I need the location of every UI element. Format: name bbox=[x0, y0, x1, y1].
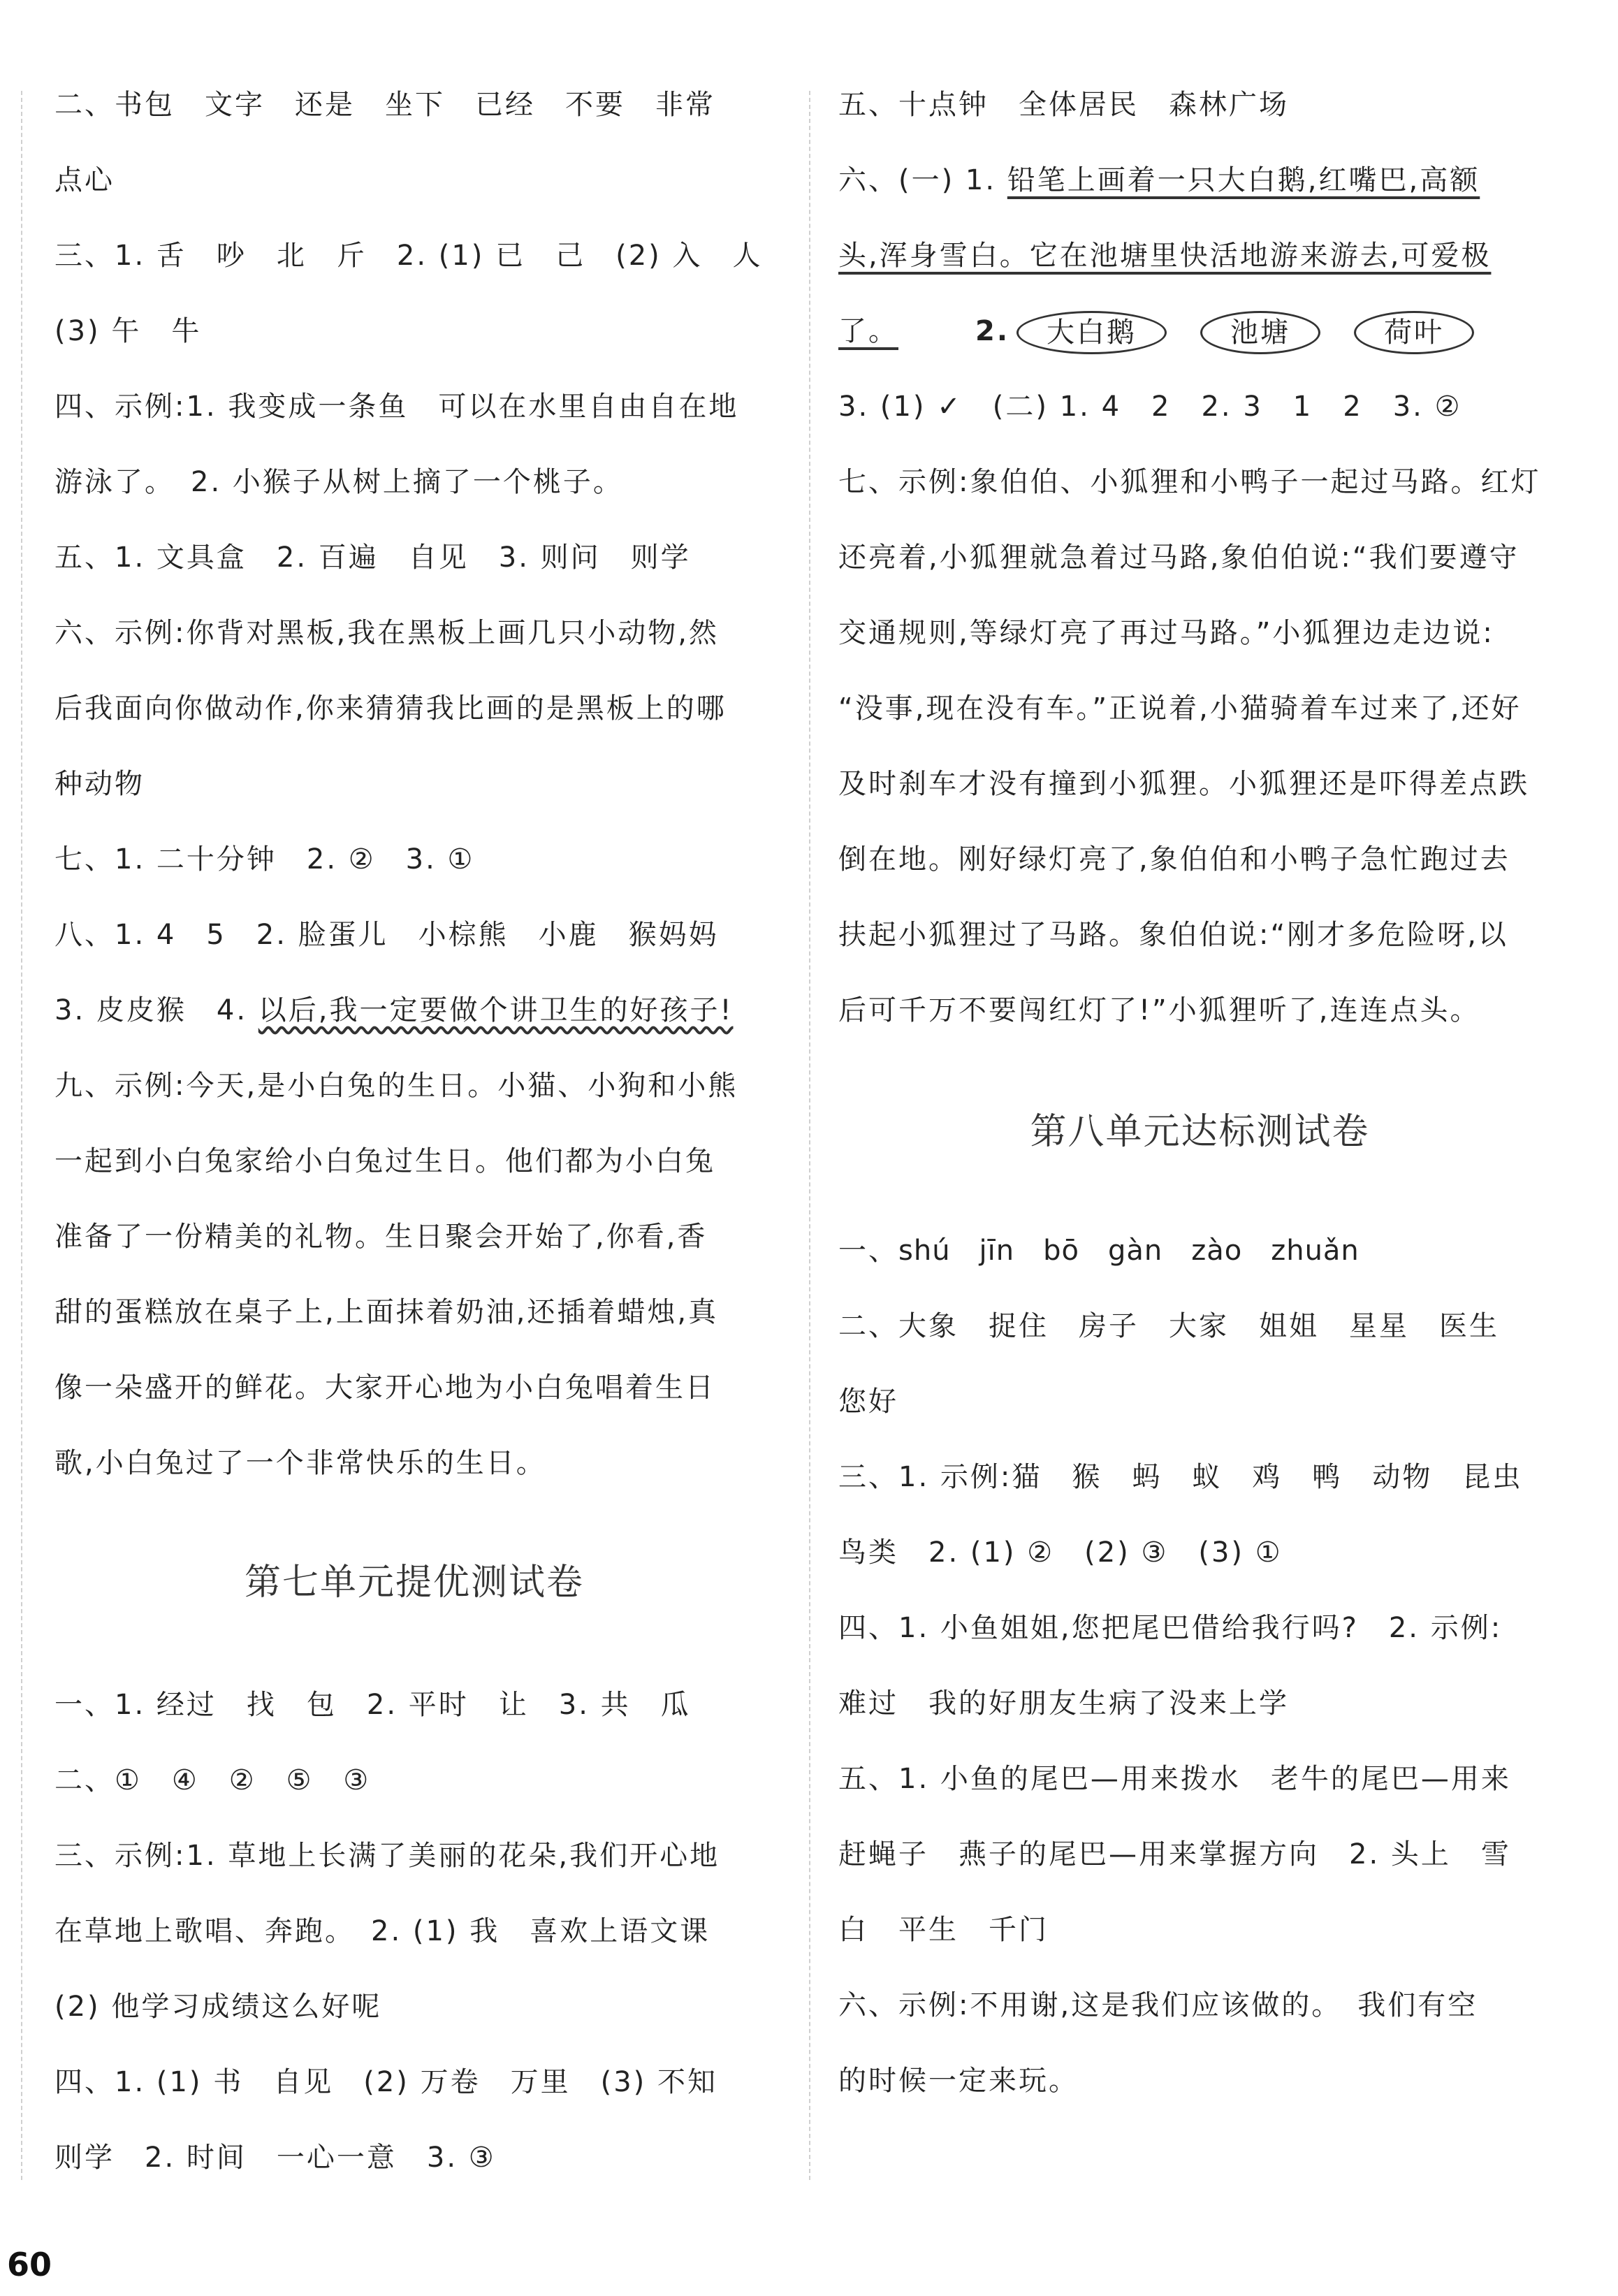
left-margin-rule bbox=[21, 91, 24, 2180]
answer-line bbox=[838, 159, 1480, 201]
answer-line: 三、1. 示例:猫 猴 蚂 蚁 鸡 鸭 动物 昆虫 bbox=[838, 1461, 1523, 1493]
oval-answer: 荷叶 bbox=[1354, 311, 1474, 354]
answer-line: 交通规则,等绿灯亮了再过马路。”小狐狸边走边说: bbox=[838, 617, 1494, 649]
oval-answer: 池塘 bbox=[1200, 311, 1320, 354]
answer-line: 五、1. 文具盒 2. 百遍 自见 3. 则问 则学 bbox=[54, 542, 691, 574]
answer-line: 八、1. 4 5 2. 脸蛋儿 小棕熊 小鹿 猴妈妈 bbox=[54, 919, 719, 951]
answer-line: 倒在地。刚好绿灯亮了,象伯伯和小鸭子急忙跑过去 bbox=[838, 843, 1510, 875]
answer-line: 六、示例:你背对黑板,我在黑板上画几只小动物,然 bbox=[54, 617, 719, 649]
answer-line: 四、1. (1) 书 自见 (2) 万卷 万里 (3) 不知 bbox=[54, 2066, 718, 2098]
underlined-answer: 头,浑身雪白。它在池塘里快活地游来游去,可爱极 bbox=[838, 240, 1492, 272]
answer-line: 准备了一份精美的礼物。生日聚会开始了,你看,香 bbox=[54, 1221, 708, 1253]
answer-line: 还亮着,小狐狸就急着过马路,象伯伯说:“我们要遵守 bbox=[838, 542, 1519, 574]
answer-line: 四、1. 小鱼姐姐,您把尾巴借给我行吗? 2. 示例: bbox=[838, 1612, 1503, 1644]
answer-line: 后可千万不要闯红灯了!”小狐狸听了,连连点头。 bbox=[838, 994, 1480, 1026]
answer-line: 难过 我的好朋友生病了没来上学 bbox=[838, 1687, 1289, 1720]
answer-line: 五、1. 小鱼的尾巴—用来拨水 老牛的尾巴—用来 bbox=[838, 1763, 1511, 1795]
answer-line: 后我面向你做动作,你来猜猜我比画的是黑板上的哪 bbox=[54, 692, 727, 725]
answer-prefix: 六、(一) 1. bbox=[838, 164, 1007, 196]
answer-line: 种动物 bbox=[54, 768, 145, 800]
answer-line: 则学 2. 时间 一心一意 3. ③ bbox=[54, 2142, 496, 2174]
answer-line: 游泳了。 2. 小猴子从树上摘了一个桃子。 bbox=[54, 466, 623, 498]
answer-line: 一起到小白兔家给小白兔过生日。他们都为小白兔 bbox=[54, 1145, 715, 1177]
answer-line: 三、示例:1. 草地上长满了美丽的花朵,我们开心地 bbox=[54, 1840, 720, 1872]
answer-line: “没事,现在没有车。”正说着,小猫骑着车过来了,还好 bbox=[838, 692, 1522, 725]
answer-line: 扶起小狐狸过了马路。象伯伯说:“刚才多危险呀,以 bbox=[838, 919, 1508, 951]
answer-line: 甜的蛋糕放在桌子上,上面抹着奶油,还插着蜡烛,真 bbox=[54, 1296, 719, 1328]
answer-line: 七、1. 二十分钟 2. ② 3. ① bbox=[54, 843, 475, 875]
answer-line: 九、示例:今天,是小白兔的生日。小猫、小狗和小熊 bbox=[54, 1070, 738, 1102]
answer-line: (3) 午 牛 bbox=[54, 315, 202, 347]
answer-line: 五、十点钟 全体居民 森林广场 bbox=[838, 89, 1289, 121]
answer-line: 及时刹车才没有撞到小狐狸。小狐狸还是吓得差点跌 bbox=[838, 768, 1529, 800]
answer-line: 二、① ④ ② ⑤ ③ bbox=[54, 1764, 371, 1796]
answer-line: 赶蝇子 燕子的尾巴—用来掌握方向 2. 头上 雪 bbox=[838, 1838, 1511, 1870]
answer-line: 白 平生 千门 bbox=[838, 1914, 1049, 1946]
answer-line: 像一朵盛开的鲜花。大家开心地为小白兔唱着生日 bbox=[54, 1372, 715, 1404]
answer-line: 六、示例:不用谢,这是我们应该做的。 我们有空 bbox=[838, 1989, 1478, 2021]
answer-line: 的时候一定来玩。 bbox=[838, 2065, 1079, 2097]
underlined-answer: 铅笔上画着一只大白鹅,红嘴巴,高额 bbox=[1007, 164, 1480, 196]
answer-line bbox=[838, 305, 1501, 358]
answer-line: 四、示例:1. 我变成一条鱼 可以在水里自由自在地 bbox=[54, 391, 739, 423]
answer-line: 在草地上歌唱、奔跑。 2. (1) 我 喜欢上语文课 bbox=[54, 1915, 710, 1947]
answer-line bbox=[838, 235, 1491, 277]
page-number: 60 bbox=[0, 2244, 59, 2285]
answer-line bbox=[54, 989, 734, 1031]
answer-line: 二、书包 文字 还是 坐下 已经 不要 非常 bbox=[54, 89, 715, 121]
wavy-underlined-answer: 以后,我一定要做个讲卫生的好孩子! bbox=[258, 994, 734, 1026]
section-title-unit7: 第七单元提优测试卷 bbox=[244, 1562, 584, 1604]
section-title-unit8: 第八单元达标测试卷 bbox=[1030, 1111, 1370, 1153]
answer-line: 二、大象 捉住 房子 大家 姐姐 星星 医生 bbox=[838, 1310, 1499, 1342]
answer-prefix: 3. 皮皮猴 4. bbox=[54, 994, 258, 1026]
answer-line: 您好 bbox=[838, 1386, 898, 1418]
column-divider bbox=[809, 91, 812, 2180]
answer-line: 三、1. 舌 吵 北 斤 2. (1) 已 己 (2) 入 人 bbox=[54, 240, 763, 272]
answer-line: 点心 bbox=[54, 164, 115, 196]
answer-line: 3. (1) ✓ (二) 1. 4 2 2. 3 1 2 3. ② bbox=[838, 391, 1462, 423]
question-number: 2. bbox=[975, 315, 1010, 347]
underlined-answer: 了。 bbox=[838, 315, 898, 347]
answer-prefix: 一、 bbox=[838, 1235, 898, 1267]
answer-line: (2) 他学习成绩这么好呢 bbox=[54, 1991, 382, 2023]
answer-line: 歌,小白兔过了一个非常快乐的生日。 bbox=[54, 1447, 546, 1479]
pinyin-answers: shú jīn bō gàn zào zhuǎn bbox=[898, 1235, 1360, 1267]
answer-line bbox=[838, 1230, 1360, 1272]
oval-answer: 大白鹅 bbox=[1016, 311, 1167, 354]
answer-line: 鸟类 2. (1) ② (2) ③ (3) ① bbox=[838, 1536, 1283, 1569]
answer-line: 七、示例:象伯伯、小狐狸和小鸭子一起过马路。红灯 bbox=[838, 466, 1541, 498]
answer-line: 一、1. 经过 找 包 2. 平时 让 3. 共 瓜 bbox=[54, 1689, 691, 1721]
